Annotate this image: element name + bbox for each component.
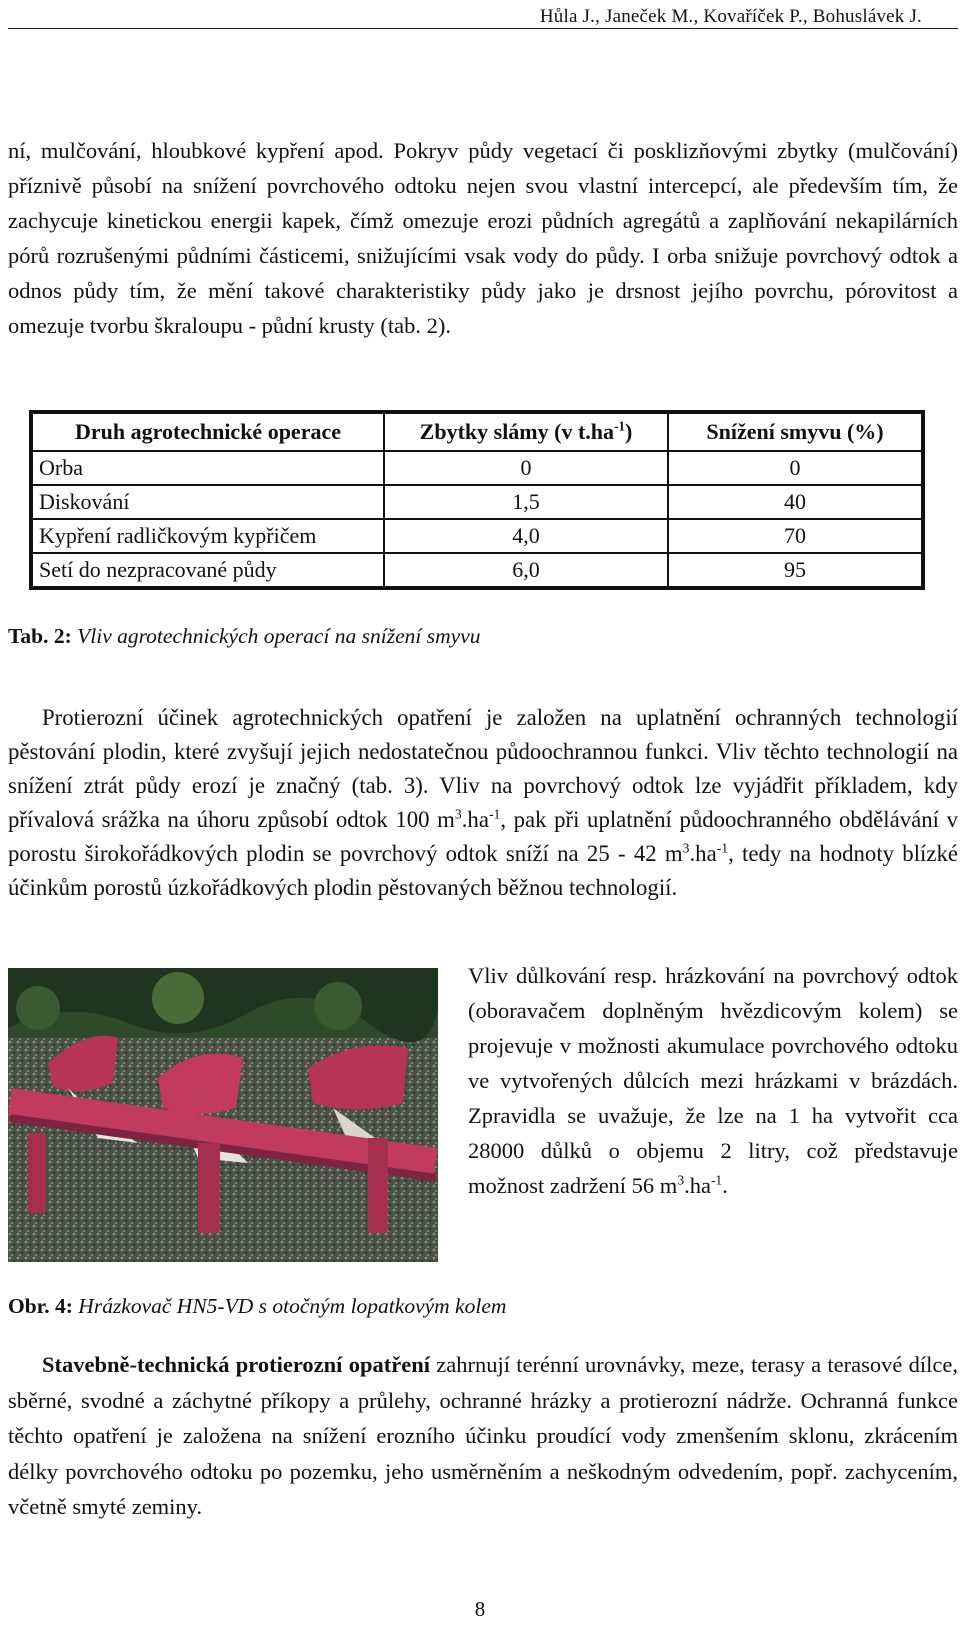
running-header: Hůla J., Janeček M., Kovaříček P., Bohuslávek J. [539, 6, 922, 27]
table-row [31, 451, 923, 485]
cell-residue: 0 [384, 451, 668, 485]
header-rule [8, 28, 958, 29]
cell-reduction: 40 [668, 485, 923, 519]
header-operation-type: Druh agrotechnické operace [31, 412, 384, 451]
table-caption-text: Vliv agrotechnických operací na snížení smyvu [77, 624, 481, 648]
paragraph-mulching: ní, mulčování, hloubkové kypření apod. Pokryv půdy vegetací či posklizňovými zbytky (mulčování) příznivě působí na snížení povrchového odtoku nejen svou vlastní intercepcí, ale především tím, že zachycuje kinetickou energii kapek, čímž omezuje erozi půdních agregátů a zaplňování nekapilárních pórů rozrušenými půdními částicemi, snižujícími vsak vody do půdy. I orba snižuje povrchový odtok a odnos půdy tím, že mění takové charakteristiky půdy jako je drsnost jejího povrchu, pórovitost a omezuje tvorbu škraloupu - půdní krusty (tab. 2). [8, 138, 958, 338]
cell-reduction: 0 [668, 451, 923, 485]
paragraph-construction-measures: Stavebně-technická protierozní opatření zahrnují terénní urovnávky, meze, terasy a terasové dílce, sběrné, svodné a záchytné příkopy a průlehy, ochranné hrázky a protierozní nádrže. Ochranná funkce těchto opatření je založena na snížení erozního účinku proudící vody zmenšením sklonu, zkrácením délky povrchového odtoku po pozemku, jeho usměrněním a neškodným odvedením, popř. zachycením, včetně smyté zeminy. [8, 1352, 958, 1519]
header-erosion-reduction: Snížení smyvu (%) [668, 412, 923, 451]
photo-caption [8, 1294, 506, 1319]
cell-operation: Orba [31, 451, 384, 485]
table-row [31, 519, 923, 553]
cell-operation: Diskování [31, 485, 384, 519]
header-straw-residue: Zbytky slámy (v $t.ha^{-1}$) [384, 412, 668, 451]
cell-operation: Setí do nezpracované půdy [31, 553, 384, 588]
cell-operation: Kypření radličkovým kypřičem [31, 519, 384, 553]
photo-dike-builder-machine [8, 968, 438, 1262]
cell-residue: 6,0 [384, 553, 668, 588]
construction-measures-term: Stavebně-technická protierozní opatření [42, 1352, 430, 1377]
machine-photo-illustration [8, 968, 438, 1262]
page-number: 8 [474, 1597, 486, 1621]
photo-caption-label: Obr. 4: [8, 1294, 73, 1318]
table-row [31, 553, 923, 588]
cell-reduction: 70 [668, 519, 923, 553]
cell-reduction: 95 [668, 553, 923, 588]
table-row [31, 485, 923, 519]
table-header-row [31, 412, 923, 451]
cell-residue: 1,5 [384, 485, 668, 519]
paragraph-protective-technologies: Protierozní účinek agrotechnických opatření je založen na uplatnění ochranných technologií pěstování plodin, které zvyšují jejich nedostatečnou půdoochrannou funkci. Vliv těchto technologií na snížení ztrát půdy erozí je značný (tab. 3). Vliv na povrchový odtok lze vyjádřit příkladem, kdy přívalová srážka na úhoru způsobí odtok 100 $m^3.ha^{-1}$, pak při uplatnění půdoochranného obdělávání v porostu širokořádkových plodin se povrchový odtok sníží na 25 - 42 $m^3.ha^{-1}$, tedy na hodnoty blízké účinkům porostů úzkořádkových plodin pěstovaných běžnou technologií. [8, 705, 959, 900]
paragraph-dimpling: Vliv důlkování resp. hrázkování na povrchový odtok (oboravačem doplněným hvězdicovým kolem) se projevuje v možnosti akumulace povrchového odtoku ve vytvořených důlcích mezi hrázkami v brázdách. Zpravidla se uvažuje, že lze na 1 ha vytvořit cca 28000 důlků o objemu 2 litry, což představuje možnost zadržení 56 $m^3.ha^{-1}$. [468, 963, 958, 1198]
table-caption [8, 624, 481, 649]
table-caption-label: Tab. 2: [8, 624, 72, 648]
cell-residue: 4,0 [384, 519, 668, 553]
photo-caption-text: Hrázkovač HN5-VD s otočným lopatkovým kolem [78, 1294, 507, 1318]
table-tillage-operations [29, 410, 925, 590]
